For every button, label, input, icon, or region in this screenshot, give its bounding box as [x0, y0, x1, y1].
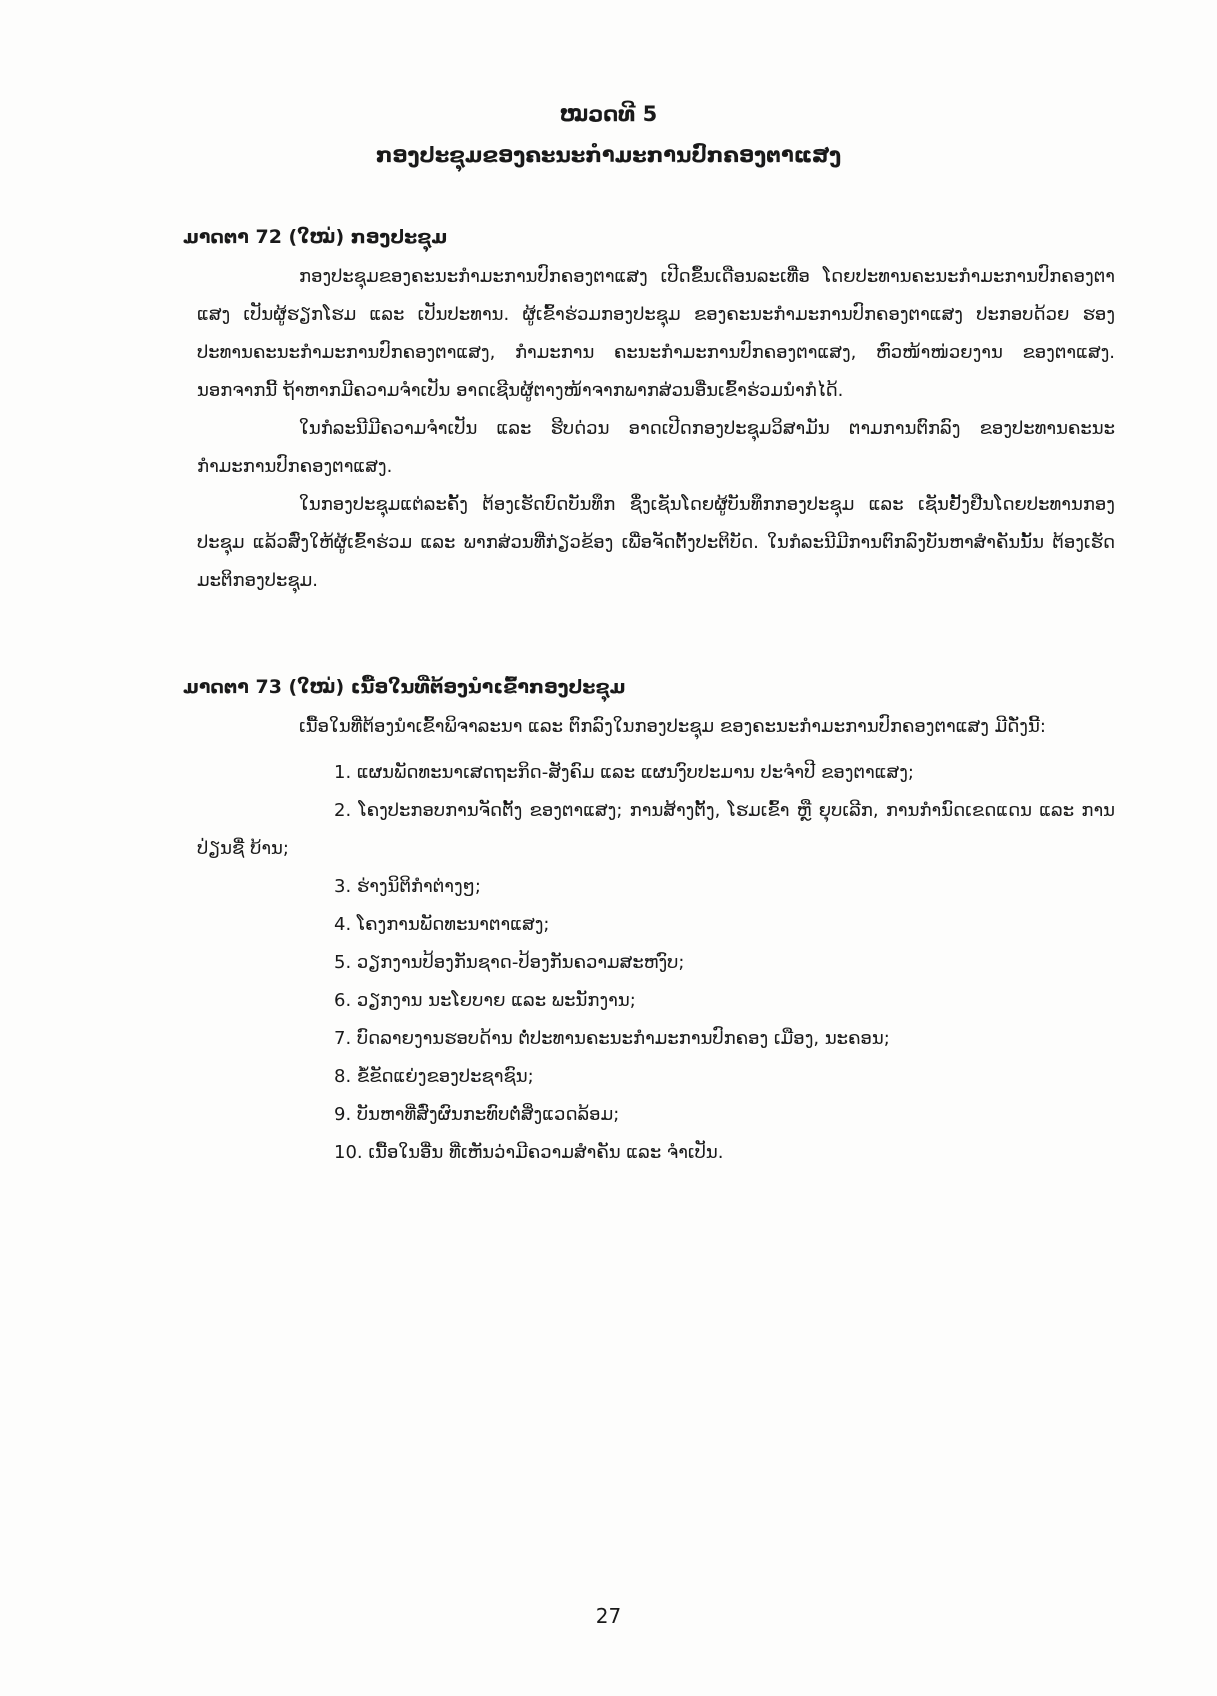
article-72-paragraph: ໃນກໍລະນີມີຄວາມຈຳເປັນ ແລະ ຮີບດ່ວນ ອາດເປີດກອງປະຊຸມວິສາມັນ ຕາມການຕົກລົງ ຂອງປະທານຄະນະກຳມະການປົກຄອງຕາແສງ. — [197, 418, 1115, 477]
chapter-number: ໝວດທີ 5 — [559, 102, 658, 126]
article-73-heading: ມາດຕາ 73 (ໃໝ່) ເນື້ອໃນທີ່ຕ້ອງນຳເຂົ້າກອງປະຊຸມ — [183, 676, 626, 698]
list-item: 7. ບົດລາຍງານຮອບດ້ານ ຕໍ່ປະທານຄະນະກຳມະການປົກຄອງ ເມືອງ, ນະຄອນ; — [334, 1028, 890, 1049]
list-item: 3. ຮ່າງນິຕິກຳຕ່າງໆ; — [334, 876, 481, 897]
list-item: 9. ບັນຫາທີ່ສົ່ງຜົນກະທົບຕໍ່ສິ່ງແວດລ້ອມ; — [334, 1104, 620, 1125]
article-73-intro: ເນື້ອໃນທີ່ຕ້ອງນຳເຂົ້າພິຈາລະນາ ແລະ ຕົກລົງໃນກອງປະຊຸມ ຂອງຄະນະກຳມະການປົກຄອງຕາແສງ ມີດັ່ງນີ້: — [299, 716, 1046, 737]
list-item: 4. ໂຄງການພັດທະນາຕາແສງ; — [334, 914, 550, 935]
article-72-paragraph: ໃນກອງປະຊຸມແຕ່ລະຄັ້ງ ຕ້ອງເຮັດບົດບັນທຶກ ຊຶ່ງເຊັນໂດຍຜູ້ບັນທຶກກອງປະຊຸມ ແລະ ເຊັນຢັ້ງຢືນໂດຍປະທານກອງປະຊຸມ ແລ້ວສົ່ງໃຫ້ຜູ້ເຂົ້າຮ່ວມ ແລະ ພາກສ່ວນທີ່ກ່ຽວຂ້ອງ ເພື່ອຈັດຕັ້ງປະຕິບັດ. ໃນກໍລະນີມີການຕົກລົງບັນຫາສຳຄັນນັ້ນ ຕ້ອງເຮັດມະຕິກອງປະຊຸມ. — [197, 494, 1115, 591]
article-72-heading: ມາດຕາ 72 (ໃໝ່) ກອງປະຊຸມ — [183, 226, 448, 248]
chapter-title: ກອງປະຊຸມຂອງຄະນະກຳມະການປົກຄອງຕາແສງ — [375, 143, 842, 167]
list-item: 5. ວຽກງານປ້ອງກັນຊາດ-ປ້ອງກັນຄວາມສະຫງົບ; — [334, 952, 685, 973]
list-item: 10. ເນື້ອໃນອື່ນ ທີ່ເຫັນວ່າມີຄວາມສຳຄັນ ແລະ ຈຳເປັນ. — [334, 1142, 724, 1163]
article-72-paragraph: ກອງປະຊຸມຂອງຄະນະກຳມະການປົກຄອງຕາແສງ ເປີດຂຶ້ນເດືອນລະເທື່ອ ໂດຍປະທານຄະນະກຳມະການປົກຄອງຕາແສງ ເປັນຜູ້ຮຽກໂຮມ ແລະ ເປັນປະທານ. ຜູ້ເຂົ້າຮ່ວມກອງປະຊຸມ ຂອງຄະນະກຳມະການປົກຄອງຕາແສງ ປະກອບດ້ວຍ ຮອງປະທານຄະນະກຳມະການປົກຄອງຕາແສງ, ກຳມະການ ຄະນະກຳມະການປົກຄອງຕາແສງ, ຫົວໜ້າໜ່ວຍງານ ຂອງຕາແສງ. ນອກຈາກນີ້ ຖ້າຫາກມີຄວາມຈຳເປັນ ອາດເຊີນຜູ້ຕາງໜ້າຈາກພາກສ່ວນອື່ນເຂົ້າຮ່ວມນຳກໍໄດ້. — [197, 266, 1115, 401]
list-item: 2. ໂຄງປະກອບການຈັດຕັ້ງ ຂອງຕາແສງ; ການສ້າງຕັ້ງ, ໂຮມເຂົ້າ ຫຼື ຍຸບເລີກ, ການກຳນົດເຂດແດນ ແລະ ການປ່ຽນຊື່ ບ້ານ; — [197, 800, 1115, 859]
article-72 — [183, 222, 1115, 600]
page-number: 27 — [595, 1604, 622, 1628]
article-73-list — [183, 754, 1115, 1172]
list-item: 6. ວຽກງານ ນະໂຍບາຍ ແລະ ພະນັກງານ; — [334, 990, 636, 1011]
article-73 — [183, 672, 1115, 1172]
list-item: 1. ແຜນພັດທະນາເສດຖະກິດ-ສັງຄົມ ແລະ ແຜນງົບປະມານ ປະຈຳປີ ຂອງຕາແສງ; — [334, 762, 914, 783]
list-item: 8. ຂໍ້ຂັດແຍ່ງຂອງປະຊາຊົນ; — [334, 1066, 534, 1087]
